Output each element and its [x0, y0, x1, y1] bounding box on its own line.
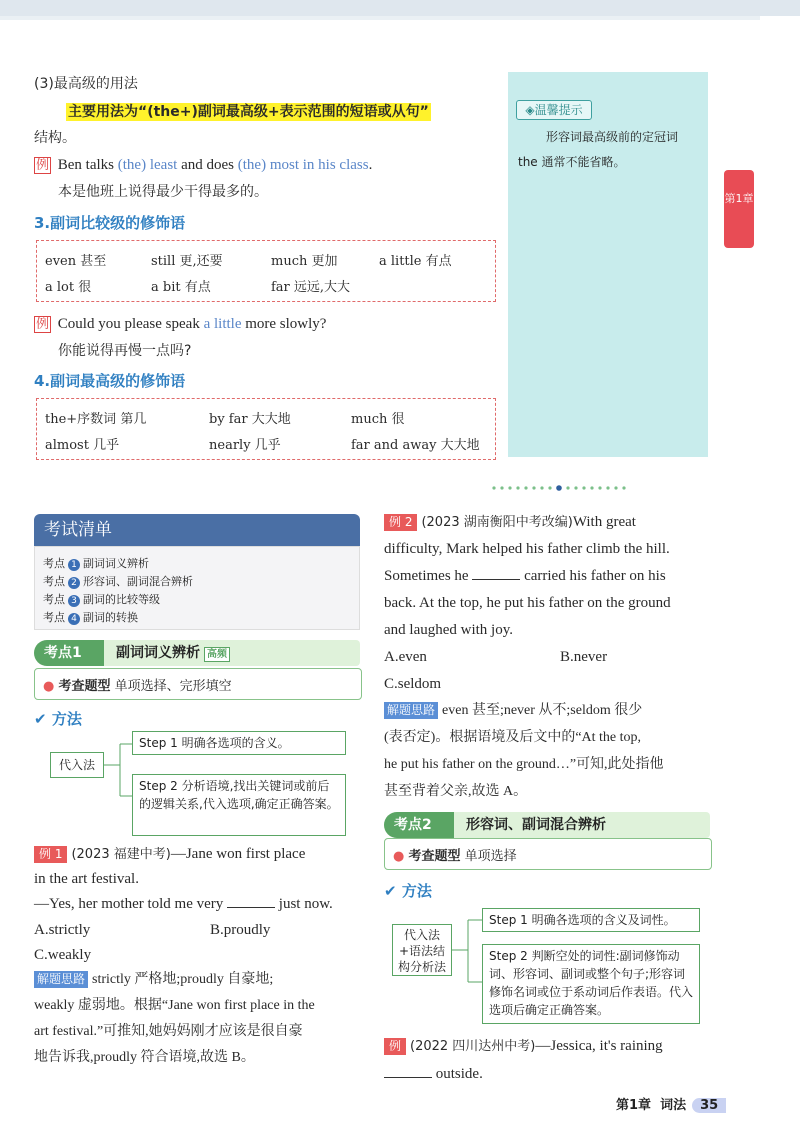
exam-item-prefix: 考点: [43, 575, 65, 588]
ex1-option-a[interactable]: A.strictly: [34, 922, 91, 938]
kp2-type-label: 考查题型: [408, 849, 461, 864]
example-text-blue: least: [149, 157, 178, 173]
ex1-source: (2023 福建中考): [71, 847, 171, 862]
example-text-blue: (the): [237, 157, 267, 173]
superlative-words-box: [36, 398, 496, 460]
ex1-explain3: art festival.”可推知,她妈妈刚才应该是很自豪: [34, 1024, 303, 1039]
solution-tag: 解题思路: [384, 702, 438, 719]
word-item: much 很: [351, 412, 405, 427]
kp2-step1: Step 1 明确各选项的含义及词性。: [482, 908, 700, 932]
ex1-tag: 例 1: [34, 846, 67, 863]
ex2-explanation: even 甚至;never 从不;seldom 很少: [442, 703, 643, 718]
kp1-header: [34, 640, 360, 666]
kp1-title-text: 副词词义辨析: [116, 645, 200, 661]
kp1-type-box: [34, 668, 362, 700]
frequency-badge: 高频: [204, 647, 230, 662]
word-item: almost 几乎: [45, 438, 120, 453]
section3-cont: 结构。: [34, 130, 76, 146]
check-icon: ✔: [34, 710, 47, 728]
word-item: a little 有点: [379, 254, 452, 269]
kp1-type-value: 单项选择、完形填空: [114, 679, 232, 694]
word-item: even 甚至: [45, 254, 107, 269]
ex2-tag: 例 2: [384, 514, 417, 531]
ex2-explain2: (表否定)。根据语境及后文中的“At the top,: [384, 730, 642, 745]
exam-item[interactable]: [43, 555, 149, 571]
kp2-title: 形容词、副词混合辨析: [466, 817, 606, 833]
ex3-text: —Jessica, it's raining: [535, 1038, 663, 1054]
exam-list-body: [34, 546, 360, 630]
exam-item-number: 4: [68, 613, 80, 625]
ex2-line4: back. At the top, he put his father on the ground: [384, 595, 671, 611]
kp1-tag: 考点1: [34, 640, 104, 666]
comparative-example: [34, 312, 326, 336]
answer-blank[interactable]: [384, 1077, 432, 1078]
ex1-line1: [34, 842, 305, 867]
kp1-method-label: 方法: [51, 710, 82, 728]
check-icon: ✔: [384, 882, 397, 900]
exam-item-prefix: 考点: [43, 557, 65, 570]
ex1-line2: in the art festival.: [34, 871, 139, 887]
chapter-tab[interactable]: 第1章: [724, 170, 754, 248]
ex1-explanation: strictly 严格地;proudly 自豪地;: [92, 972, 274, 987]
example-text-blue: (the): [117, 157, 147, 173]
page-number: 35: [692, 1098, 726, 1113]
kp2-method-name: 代入法+语法结构分析法: [392, 924, 452, 976]
ex2-text: Sometimes he: [384, 568, 469, 584]
kp1-step2: Step 2 分析语境,找出关键词或前后的逻辑关系,代入选项,确定正确答案。: [132, 774, 346, 836]
kp2-type: [393, 845, 517, 864]
example-text: more slowly?: [245, 316, 327, 332]
exam-item[interactable]: [43, 609, 138, 625]
section3-title: (3)最高级的用法: [34, 76, 138, 92]
example-marker: 例: [36, 158, 50, 173]
ex1-explain2: weakly 虚弱地。根据“Jane won first place in the: [34, 998, 315, 1013]
bullet-icon: ●: [393, 849, 405, 864]
kp2-tag: 考点2: [384, 812, 454, 838]
ex2-line2: difficulty, Mark helped his father climb the hill.: [384, 541, 670, 557]
ex1-explain4: 地告诉我,proudly 符合语境,故选 B。: [34, 1050, 255, 1065]
word-item: a lot 很: [45, 280, 92, 295]
ex2-line3: [384, 564, 666, 588]
exam-item-label: 副词的转换: [83, 611, 138, 624]
section3-highlight-line: [66, 99, 431, 124]
section3-example-translation: 本是他班上说得最少干得最多的。: [58, 184, 268, 200]
bulb-icon: ◈: [525, 103, 535, 117]
top-border: [0, 0, 800, 16]
word-item: far and away 大大地: [351, 438, 480, 453]
exam-item[interactable]: [43, 591, 160, 607]
exam-item-label: 副词词义辨析: [83, 557, 149, 570]
ex1-explain1: [34, 968, 273, 992]
footer-chapter: 第1章: [616, 1098, 652, 1113]
word-item: by far 大大地: [209, 412, 291, 427]
example-text: Could you please speak: [57, 316, 200, 332]
exam-item-number: 3: [68, 595, 80, 607]
exam-item-prefix: 考点: [43, 611, 65, 624]
exam-list-header: 考试清单: [34, 514, 360, 546]
ex2-option-b[interactable]: B.never: [560, 649, 608, 665]
example-text-blue: most in his class: [269, 157, 369, 173]
example-marker: 例: [36, 317, 50, 332]
bullet-icon: ●: [43, 679, 55, 694]
ex2-line5: and laughed with joy.: [384, 622, 514, 638]
exam-item-prefix: 考点: [43, 593, 65, 606]
ex1-option-c[interactable]: C.weakly: [34, 947, 92, 963]
word-item: much 更加: [271, 254, 338, 269]
section3-highlight: 主要用法为“(the+)副词最高级+表示范围的短语或从句”: [68, 104, 429, 120]
exam-item[interactable]: [43, 573, 193, 589]
heading-superlative-modifiers: 4.副词最高级的修饰语: [34, 372, 186, 390]
word-item: still 更,还要: [151, 254, 223, 269]
exam-item-label: 形容词、副词混合辨析: [83, 575, 193, 588]
answer-blank[interactable]: [472, 579, 520, 580]
comparative-words-box: [36, 240, 496, 302]
kp1-method-heading: [34, 708, 82, 729]
ex1-line3: [34, 892, 333, 916]
ex2-source: (2023 湖南衡阳中考改编): [421, 515, 573, 530]
kp2-connector: [452, 906, 484, 998]
example-text: and does: [181, 157, 234, 173]
kp2-method-heading: [384, 880, 432, 901]
page-footer: [616, 1094, 726, 1113]
solution-tag: 解题思路: [34, 971, 88, 988]
ex2-option-a[interactable]: A.even: [384, 649, 427, 665]
kp1-step1: Step 1 明确各选项的含义。: [132, 731, 346, 755]
ex2-text: carried his father on his: [524, 568, 666, 584]
ex1-text: just now.: [278, 896, 333, 912]
ex3-text: outside.: [435, 1066, 483, 1082]
word-item: the+序数词 第几: [45, 412, 147, 427]
kp1-title: [116, 640, 230, 666]
word-item: far 远远,大大: [271, 280, 351, 295]
ex2-explain1: [384, 699, 642, 723]
ex1-option-b[interactable]: B.proudly: [210, 922, 271, 938]
kp2-method-label: 方法: [401, 882, 432, 900]
word-item: a bit 有点: [151, 280, 211, 295]
kp2-type-value: 单项选择: [464, 849, 517, 864]
ex2-text: With great: [572, 514, 636, 530]
kp1-method-name: 代入法: [50, 752, 104, 778]
exam-item-number: 1: [68, 559, 80, 571]
kp2-step2: Step 2 判断空处的词性:副词修饰动词、形容词、副词或整个句子;形容词修饰名词或位于系动词后作表语。代入选项后确定正确答案。: [482, 944, 700, 1024]
tip-line2: the 通常不能省略。: [518, 155, 626, 169]
tip-line1: 形容词最高级前的定冠词: [546, 130, 679, 144]
footer-section: 词法: [660, 1098, 687, 1113]
kp1-type-label: 考查题型: [58, 679, 111, 694]
exam-item-number: 2: [68, 577, 80, 589]
example-text: Ben talks: [57, 157, 115, 173]
ex2-line1: [384, 510, 636, 535]
ex3-line2: [384, 1062, 483, 1086]
ex3-line1: [384, 1034, 663, 1059]
ex3-tag: 例: [384, 1038, 406, 1055]
kp2-type-box: [384, 838, 712, 870]
heading-comparative-modifiers: 3.副词比较级的修饰语: [34, 214, 186, 232]
section3-example: [34, 153, 372, 177]
ex2-explain3: he put his father on the ground…”可知,此处指他: [384, 757, 664, 772]
answer-blank[interactable]: [227, 907, 275, 908]
top-border-shadow: [0, 16, 760, 20]
example-text: .: [368, 157, 373, 173]
tip-tag: [516, 100, 592, 120]
ex2-explain4: 甚至背着父亲,故选 A。: [384, 784, 528, 799]
tip-tag-label: 温馨提示: [534, 103, 583, 117]
divider-dots: [490, 484, 630, 492]
kp2-header: [384, 812, 710, 838]
word-item: nearly 几乎: [209, 438, 281, 453]
exam-item-label: 副词的比较等级: [83, 593, 160, 606]
ex1-text: —Yes, her mother told me very: [34, 896, 224, 912]
ex2-option-c[interactable]: C.seldom: [384, 676, 442, 692]
comparative-example-translation: 你能说得再慢一点吗?: [58, 343, 192, 359]
ex1-text: —Jane won first place: [170, 846, 306, 862]
example-text-blue: a little: [203, 316, 242, 332]
ex3-source: (2022 四川达州中考): [410, 1039, 536, 1054]
kp1-type: [43, 675, 232, 694]
